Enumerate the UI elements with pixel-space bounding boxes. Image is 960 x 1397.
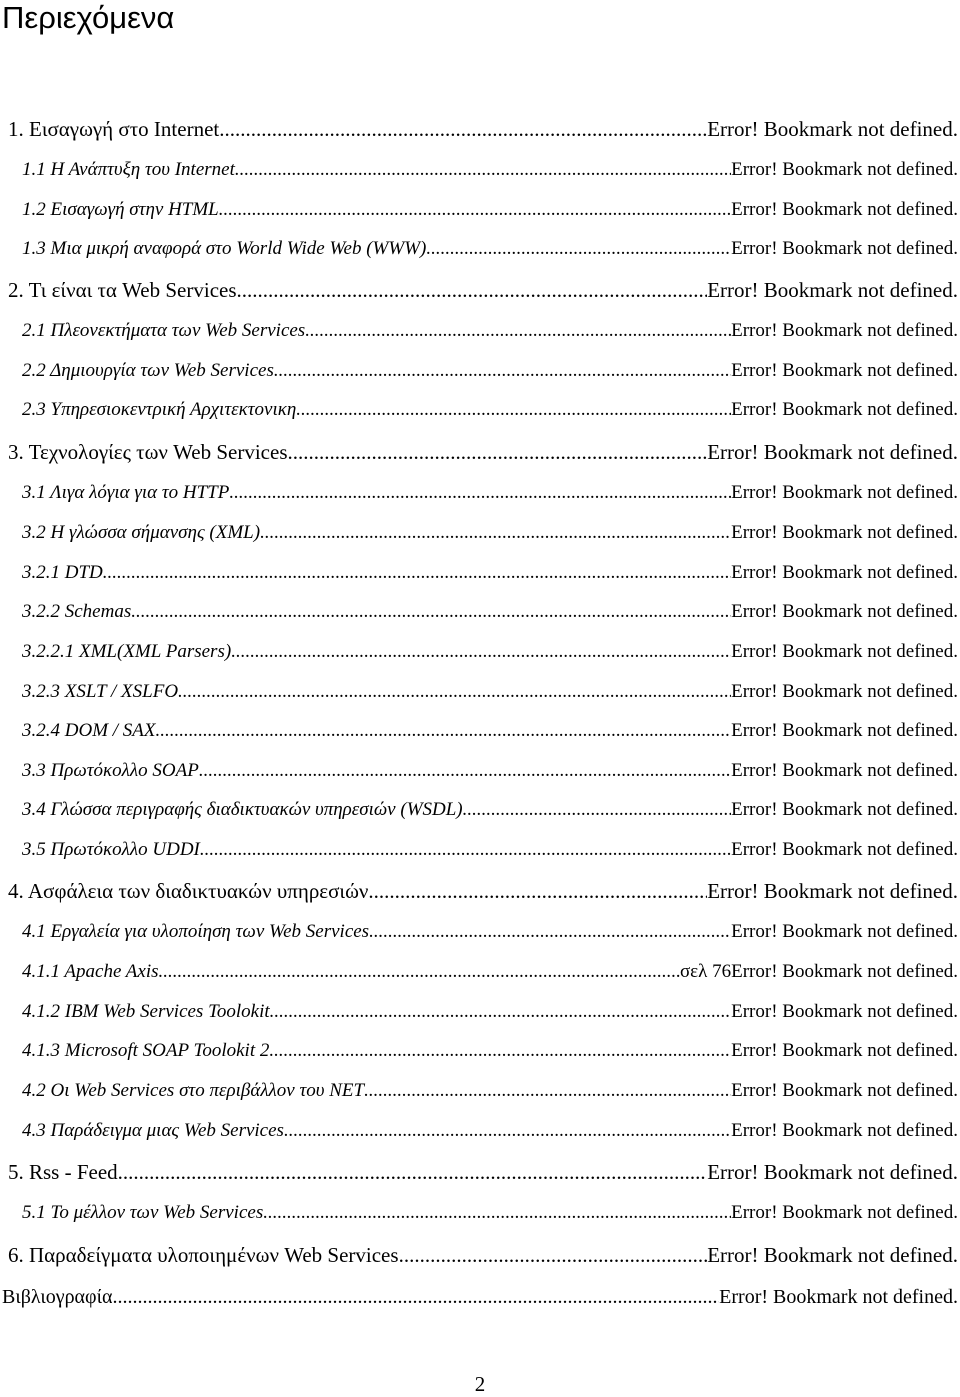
toc-entry-3-2-4[interactable]	[22, 718, 958, 744]
dot-leader	[235, 157, 731, 183]
toc-page-ref: Error! Bookmark not defined.	[731, 1202, 958, 1223]
dot-leader	[426, 236, 731, 262]
dot-leader	[293, 439, 707, 465]
toc-entry-title: 3.2.1 DTD	[22, 562, 103, 583]
toc-entry-1-3[interactable]	[22, 236, 958, 262]
toc-entry-title: 3. Τεχνολογίες των Web Services.	[8, 440, 293, 464]
toc-entry-3-4[interactable]	[22, 797, 958, 823]
dot-leader	[270, 999, 731, 1025]
dot-leader	[199, 758, 731, 784]
dot-leader	[263, 1200, 731, 1226]
toc-entry-title: 4.3 Παράδειγμα μιας Web Services	[22, 1120, 284, 1141]
toc-entry-title: 5.1 Το μέλλον των Web Services	[22, 1202, 264, 1223]
toc-page-ref: Error! Bookmark not defined.	[731, 641, 958, 662]
toc-page-ref: σελ 76Error! Bookmark not defined.	[679, 961, 958, 982]
toc-entry-5[interactable]	[8, 1159, 958, 1185]
toc-page-ref: Error! Bookmark not defined.	[707, 1160, 958, 1184]
toc-page-ref: Error! Bookmark not defined.	[707, 879, 958, 903]
toc-page-ref: Error! Bookmark not defined.	[731, 1080, 958, 1101]
dot-leader	[219, 197, 731, 223]
dot-leader	[229, 480, 731, 506]
dot-leader	[305, 318, 731, 344]
toc-entry-3-2[interactable]	[22, 520, 958, 546]
toc-entry-4-2[interactable]	[22, 1078, 958, 1104]
toc-entry-1-2[interactable]	[22, 197, 958, 223]
toc-entry-title: 3.2.2.1 XML(XML Parsers)	[22, 641, 232, 662]
toc-entry-title: 4.1.2 IBM Web Services Toolokit	[22, 1001, 270, 1022]
dot-leader	[112, 1284, 719, 1310]
toc-entry-title: 1.1 Η Ανάπτυξη του Internet	[22, 159, 235, 180]
toc-page-ref: Error! Bookmark not defined.	[707, 440, 958, 464]
toc-entry-3[interactable]	[8, 439, 958, 465]
dot-leader	[399, 1242, 708, 1268]
toc-entry-2-1[interactable]	[22, 318, 958, 344]
dot-leader	[364, 1078, 731, 1104]
toc-entry-title: 3.2.2 Schemas	[22, 601, 132, 622]
toc-page-ref: Error! Bookmark not defined.	[731, 562, 958, 583]
toc-page-ref: Error! Bookmark not defined.	[707, 1243, 958, 1267]
toc-entry-title: 4.1.1 Apache Axis	[22, 961, 159, 982]
toc-entry-title: 3.3 Πρωτόκολλο SOAP	[22, 760, 199, 781]
toc-entry-title: 6. Παραδείγματα υλοποιημένων Web Services	[8, 1243, 399, 1267]
toc-entry-4-3[interactable]	[22, 1118, 958, 1144]
toc-entry-title: 2. Τι είναι τα Web Services	[8, 278, 237, 302]
toc-entry-4-1-1[interactable]	[22, 959, 958, 985]
toc-entry-title: 2.2 Δημιουργία των Web Services	[22, 360, 274, 381]
dot-leader	[219, 116, 707, 142]
toc-entry-title: 1. Εισαγωγή στο Internet	[8, 117, 220, 141]
toc-entry-title: Βιβλιογραφία	[2, 1286, 113, 1308]
toc-entry-4-1-2[interactable]	[22, 999, 958, 1025]
toc-entry-title: 4.1 Εργαλεία για υλοποίηση των Web Services	[22, 921, 370, 942]
toc-page-ref: Error! Bookmark not defined.	[731, 320, 958, 341]
toc-page-ref: Error! Bookmark not defined.	[731, 921, 958, 942]
toc-page-ref: Error! Bookmark not defined.	[731, 681, 958, 702]
dot-leader	[200, 837, 731, 863]
toc-page-ref: Error! Bookmark not defined.	[731, 601, 958, 622]
toc-entry-3-1[interactable]	[22, 480, 958, 506]
dot-leader	[260, 520, 731, 546]
toc-entry-title: 4. Ασφάλεια των διαδικτυακών υπηρεσιών	[8, 879, 369, 903]
toc-entry-title: 2.3 Υπηρεσιοκεντρική Αρχιτεκτονικη	[22, 399, 297, 420]
toc-entry-title: 3.5 Πρωτόκολλο UDDI	[22, 839, 200, 860]
dot-leader	[103, 560, 731, 586]
dot-leader	[156, 718, 732, 744]
page-title: Περιεχόμενα	[2, 0, 175, 35]
toc-entry-title: 1.2 Εισαγωγή στην HTML	[22, 199, 219, 220]
toc-entry-3-3[interactable]	[22, 758, 958, 784]
dot-leader	[131, 599, 731, 625]
toc-page-ref: Error! Bookmark not defined.	[731, 159, 958, 180]
dot-leader	[368, 878, 707, 904]
toc-entry-1[interactable]	[8, 116, 958, 142]
toc-page-ref: Error! Bookmark not defined.	[731, 1120, 958, 1141]
toc-entry-title: 3.4 Γλώσσα περιγραφής διαδικτυακών υπηρεσιών (WSDL)	[22, 799, 463, 820]
toc-entry-title: 3.2.4 DOM / SAX	[22, 720, 156, 741]
dot-leader	[369, 919, 731, 945]
toc-entry-3-5[interactable]	[22, 837, 958, 863]
toc-entry-4[interactable]	[8, 878, 958, 904]
toc-page-ref: Error! Bookmark not defined.	[731, 199, 958, 220]
toc-entry-2[interactable]	[8, 277, 958, 303]
toc-entry-5-1[interactable]	[22, 1200, 958, 1226]
toc-entry-4-1[interactable]	[22, 919, 958, 945]
toc-entry-title: 1.3 Μια μικρή αναφορά στο World Wide Web (WWW)	[22, 238, 427, 259]
toc-page-ref: Error! Bookmark not defined.	[731, 238, 958, 259]
toc-entry-6[interactable]	[8, 1242, 958, 1268]
toc-entry-3-2-1[interactable]	[22, 560, 958, 586]
toc-page-ref: Error! Bookmark not defined.	[731, 399, 958, 420]
toc-page-ref: Error! Bookmark not defined.	[731, 482, 958, 503]
dot-leader	[269, 1038, 731, 1064]
toc-entry-title: 4.1.3 Microsoft SOAP Toolokit 2	[22, 1040, 270, 1061]
dot-leader	[284, 1118, 731, 1144]
toc-entry-title: 5. Rss - Feed	[8, 1160, 118, 1184]
toc-entry-title: 3.1 Λιγα λόγια για το HTTP	[22, 482, 230, 503]
dot-leader	[178, 679, 731, 705]
toc-page-ref: Error! Bookmark not defined.	[731, 522, 958, 543]
dot-leader	[296, 397, 731, 423]
toc-entry-title: 3.2 Η γλώσσα σήμανσης (XML)	[22, 522, 261, 543]
toc-page-ref: Error! Bookmark not defined.	[731, 799, 958, 820]
dot-leader	[118, 1159, 708, 1185]
toc-page-ref: Error! Bookmark not defined.	[731, 760, 958, 781]
toc-entry-3-2-2[interactable]	[22, 599, 958, 625]
toc-page-ref: Error! Bookmark not defined.	[731, 720, 958, 741]
toc-page-ref: Error! Bookmark not defined.	[731, 839, 958, 860]
dot-leader	[463, 797, 731, 823]
toc-entry-2-3[interactable]	[22, 397, 958, 423]
toc-entry-2-2[interactable]	[22, 358, 958, 384]
toc-entry-title: 4.2 Οι Web Services στο περιβάλλον του NET	[22, 1080, 365, 1101]
toc-entry-bibliography[interactable]	[2, 1284, 958, 1310]
page-number: 2	[474, 1372, 486, 1396]
toc-entry-3-2-2-1[interactable]	[22, 639, 958, 665]
toc-entry-4-1-3[interactable]	[22, 1038, 958, 1064]
toc-entry-1-1[interactable]	[22, 157, 958, 183]
toc-page-ref: Error! Bookmark not defined.	[707, 117, 958, 141]
toc-page-ref: Error! Bookmark not defined.	[731, 1040, 958, 1061]
toc-page-ref: Error! Bookmark not defined.	[731, 1001, 958, 1022]
toc-entry-title: 2.1 Πλεονεκτήματα των Web Services	[22, 320, 306, 341]
dot-leader	[237, 277, 708, 303]
toc-page-ref: Error! Bookmark not defined.	[731, 360, 958, 381]
toc-page-ref: Error! Bookmark not defined.	[707, 278, 958, 302]
dot-leader	[159, 959, 680, 985]
toc-entry-3-2-3[interactable]	[22, 679, 958, 705]
toc-entry-title: 3.2.3 XSLT / XSLFO	[22, 681, 179, 702]
dot-leader	[274, 358, 731, 384]
toc-page-ref: Error! Bookmark not defined.	[719, 1286, 958, 1308]
dot-leader	[231, 639, 731, 665]
